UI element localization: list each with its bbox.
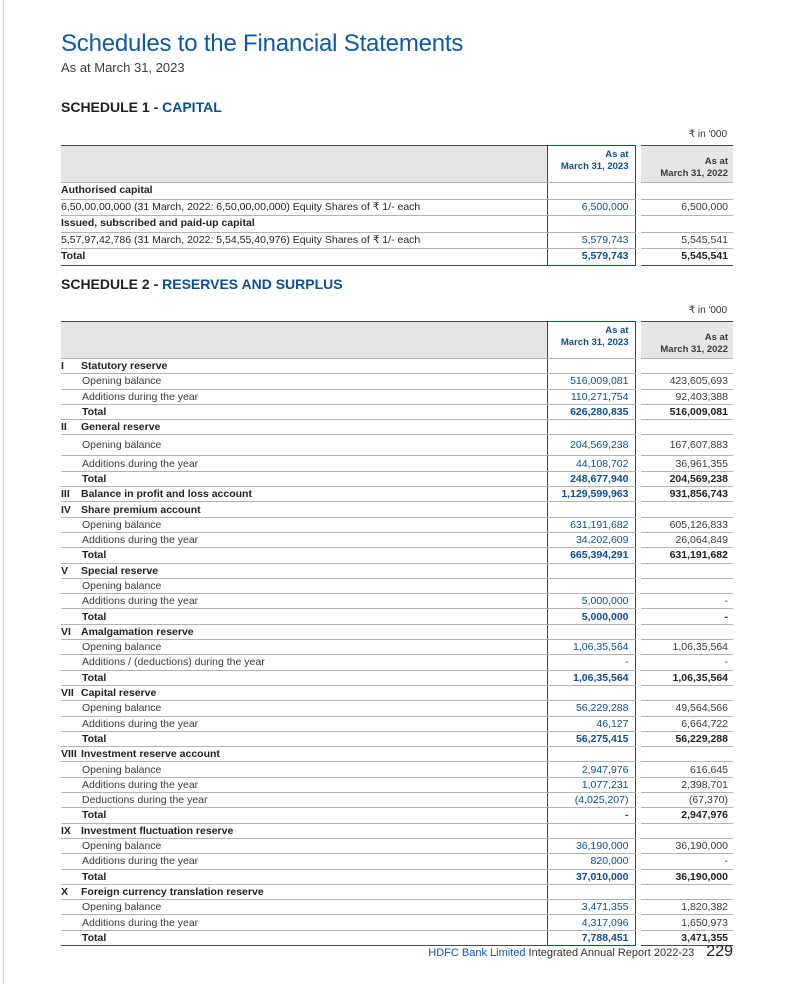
value-previous: 92,403,388 (641, 389, 733, 404)
row-label: Opening balance (61, 701, 547, 716)
value-previous (641, 502, 733, 517)
row-label: Additions / (deductions) during the year (61, 655, 547, 670)
value-current: 626,280,835 (547, 404, 635, 419)
row-label: 6,50,00,00,000 (31 March, 2022: 6,50,00,00,000) Equity Shares of ₹ 1/- each (61, 199, 547, 216)
table-row (61, 838, 733, 853)
value-previous (641, 685, 733, 700)
section-number: VII (61, 687, 74, 700)
row-label: Authorised capital (61, 183, 547, 200)
schedule2-header-label (61, 322, 547, 359)
section-title: Balance in profit and loss account (81, 488, 252, 501)
value-current: 1,06,35,564 (547, 640, 635, 655)
value-current: 2,947,976 (547, 762, 635, 777)
section-title: Investment fluctuation reserve (81, 824, 234, 837)
table-row (61, 884, 733, 899)
value-previous: 36,190,000 (641, 838, 733, 853)
row-label (61, 487, 547, 502)
row-label: Additions during the year (61, 854, 547, 869)
table-row (61, 548, 733, 563)
section-number: IV (61, 503, 71, 516)
row-label: Opening balance (61, 435, 547, 456)
table-row (61, 701, 733, 716)
value-current: 36,190,000 (547, 838, 635, 853)
table-row (61, 915, 733, 930)
value-previous: 204,569,238 (641, 471, 733, 486)
value-current: 820,000 (547, 854, 635, 869)
table-row (61, 420, 733, 435)
value-previous (641, 420, 733, 435)
value-previous: 605,126,833 (641, 517, 733, 532)
page-number: 229 (706, 943, 733, 960)
page-footer (428, 943, 733, 961)
table-row (61, 517, 733, 532)
value-current: 56,275,415 (547, 731, 635, 746)
row-label: Additions during the year (61, 594, 547, 609)
row-label: Opening balance (61, 838, 547, 853)
row-label: Opening balance (61, 900, 547, 915)
section-number: V (61, 564, 69, 577)
row-label: Additions during the year (61, 777, 547, 792)
row-label: Opening balance (61, 517, 547, 532)
value-previous: 49,564,566 (641, 701, 733, 716)
value-previous: - (641, 594, 733, 609)
section-number: IX (61, 824, 71, 837)
value-current: 37,010,000 (547, 869, 635, 884)
value-current: 5,579,743 (547, 232, 635, 249)
section-title: Foreign currency translation reserve (81, 885, 264, 898)
value-current (547, 216, 635, 233)
row-label: 5,57,97,42,786 (31 March, 2022: 5,54,55,40,976) Equity Shares of ₹ 1/- each (61, 232, 547, 249)
value-current (547, 578, 635, 593)
row-label: Total (61, 731, 547, 746)
table-row (61, 216, 733, 233)
value-previous: 36,961,355 (641, 456, 733, 471)
table-row (61, 747, 733, 762)
value-current: 5,579,743 (547, 249, 635, 266)
table-row (61, 716, 733, 731)
value-current: 5,000,000 (547, 594, 635, 609)
table-row (61, 435, 733, 456)
value-previous: - (641, 655, 733, 670)
row-label: Total (61, 471, 547, 486)
table-row (61, 374, 733, 389)
value-previous (641, 183, 733, 200)
schedule2-name: RESERVES AND SURPLUS (162, 276, 343, 292)
value-previous (641, 216, 733, 233)
value-previous: 167,607,883 (641, 435, 733, 456)
table-row (61, 471, 733, 486)
row-label: Additions during the year (61, 532, 547, 547)
row-label (61, 563, 547, 578)
value-previous: 5,545,541 (641, 249, 733, 266)
value-current: 516,009,081 (547, 374, 635, 389)
row-label: Total (61, 670, 547, 685)
table-row (61, 869, 733, 884)
value-previous: 423,605,693 (641, 374, 733, 389)
value-current: 631,191,682 (547, 517, 635, 532)
section-title: Special reserve (81, 564, 159, 577)
row-label (61, 359, 547, 374)
section-number: VIII (61, 748, 77, 761)
section-number: VI (61, 625, 71, 638)
table-row (61, 823, 733, 838)
footer-report-title: Integrated Annual Report 2022-23 (525, 947, 695, 959)
row-label: Total (61, 930, 547, 945)
schedule1-heading (61, 99, 222, 115)
value-current: 248,677,940 (547, 471, 635, 486)
table-row (61, 808, 733, 823)
row-label (61, 685, 547, 700)
value-current: 5,000,000 (547, 609, 635, 624)
value-current: 665,394,291 (547, 548, 635, 563)
row-label: Opening balance (61, 640, 547, 655)
row-label: Additions during the year (61, 456, 547, 471)
table-row (61, 487, 733, 502)
row-label (61, 502, 547, 517)
table-row (61, 532, 733, 547)
table-row (61, 609, 733, 624)
row-label (61, 747, 547, 762)
row-label: Total (61, 869, 547, 884)
value-previous: 631,191,682 (641, 548, 733, 563)
table-row (61, 183, 733, 200)
table-row (61, 456, 733, 471)
page-subtitle: As at March 31, 2023 (61, 60, 185, 75)
value-current (547, 183, 635, 200)
row-label (61, 420, 547, 435)
value-previous: 6,664,722 (641, 716, 733, 731)
page-title: Schedules to the Financial Statements (61, 30, 464, 57)
schedule1-header-row (61, 146, 733, 183)
value-previous: 36,190,000 (641, 869, 733, 884)
schedule1-table (61, 145, 733, 266)
value-previous (641, 359, 733, 374)
value-current (547, 563, 635, 578)
value-current (547, 823, 635, 838)
table-row (61, 249, 733, 266)
schedule1-table-body (61, 146, 733, 266)
schedule2-table-body (61, 322, 733, 946)
schedule1-name: CAPITAL (162, 99, 222, 115)
value-previous: 26,064,849 (641, 532, 733, 547)
schedule2-col-current: As at March 31, 2023 (547, 322, 635, 359)
value-previous: 616,645 (641, 762, 733, 777)
row-label: Additions during the year (61, 915, 547, 930)
table-row (61, 793, 733, 808)
row-label: Total (61, 808, 547, 823)
value-previous: 2,947,976 (641, 808, 733, 823)
section-title: Investment reserve account (81, 748, 220, 761)
value-current: 204,569,238 (547, 435, 635, 456)
value-previous: 1,06,35,564 (641, 640, 733, 655)
section-title: General reserve (81, 421, 161, 434)
schedule1-header-label (61, 146, 547, 183)
value-previous: - (641, 609, 733, 624)
section-title: Share premium account (81, 503, 201, 516)
section-number: I (61, 360, 64, 373)
table-row (61, 389, 733, 404)
schedule2-table (61, 321, 733, 946)
value-current: 56,229,288 (547, 701, 635, 716)
value-previous: 931,856,743 (641, 487, 733, 502)
schedule1-col-current: As at March 31, 2023 (547, 146, 635, 183)
row-label (61, 624, 547, 639)
table-row (61, 777, 733, 792)
table-row (61, 640, 733, 655)
value-current: 1,06,35,564 (547, 670, 635, 685)
value-current: 6,500,000 (547, 199, 635, 216)
value-previous: 6,500,000 (641, 199, 733, 216)
value-current: (4,025,207) (547, 793, 635, 808)
table-row (61, 404, 733, 419)
row-label: Deductions during the year (61, 793, 547, 808)
value-previous: 2,398,701 (641, 777, 733, 792)
value-current: 1,129,599,963 (547, 487, 635, 502)
footer-bank-name: HDFC Bank Limited (428, 947, 526, 959)
value-previous: 516,009,081 (641, 404, 733, 419)
value-previous (641, 884, 733, 899)
row-label: Opening balance (61, 762, 547, 777)
table-row (61, 731, 733, 746)
table-row (61, 502, 733, 517)
value-current: 4,317,096 (547, 915, 635, 930)
row-label: Total (61, 249, 547, 266)
schedule1-prefix: SCHEDULE 1 - (61, 99, 163, 115)
value-current (547, 624, 635, 639)
value-previous: 3,471,355 (641, 930, 733, 945)
value-previous: 1,650,973 (641, 915, 733, 930)
section-number: X (61, 885, 69, 898)
table-row (61, 624, 733, 639)
value-previous (641, 823, 733, 838)
value-current: 7,788,451 (547, 930, 635, 945)
row-label: Total (61, 609, 547, 624)
table-row (61, 199, 733, 216)
value-current: 3,471,355 (547, 900, 635, 915)
schedule1-col-previous: As at March 31, 2022 (641, 146, 733, 183)
value-previous: 5,545,541 (641, 232, 733, 249)
section-number: II (61, 421, 67, 434)
row-label (61, 823, 547, 838)
table-row (61, 762, 733, 777)
row-label: Opening balance (61, 374, 547, 389)
row-label: Opening balance (61, 578, 547, 593)
value-previous (641, 563, 733, 578)
value-previous: 1,820,382 (641, 900, 733, 915)
table-row (61, 685, 733, 700)
row-label (61, 884, 547, 899)
value-current: 1,077,231 (547, 777, 635, 792)
schedule2-col-previous: As at March 31, 2022 (641, 322, 733, 359)
schedule1-units: ₹ in '000 (688, 129, 727, 140)
section-number: III (61, 488, 70, 501)
row-label: Additions during the year (61, 716, 547, 731)
value-previous (641, 624, 733, 639)
value-current (547, 359, 635, 374)
table-row (61, 900, 733, 915)
row-label: Additions during the year (61, 389, 547, 404)
value-current: 110,271,754 (547, 389, 635, 404)
row-label: Total (61, 548, 547, 563)
page-edge-line (3, 0, 4, 984)
table-row (61, 578, 733, 593)
table-row (61, 359, 733, 374)
row-label: Issued, subscribed and paid-up capital (61, 216, 547, 233)
row-label: Total (61, 404, 547, 419)
section-title: Statutory reserve (81, 360, 168, 373)
value-current: 44,108,702 (547, 456, 635, 471)
schedule2-header-row (61, 322, 733, 359)
value-current (547, 884, 635, 899)
value-current: - (547, 655, 635, 670)
schedule2-heading (61, 276, 343, 292)
table-row (61, 670, 733, 685)
schedule2-units: ₹ in '000 (688, 305, 727, 316)
value-current (547, 420, 635, 435)
table-row (61, 563, 733, 578)
value-previous (641, 747, 733, 762)
value-current (547, 502, 635, 517)
value-previous: 1,06,35,564 (641, 670, 733, 685)
value-current: 46,127 (547, 716, 635, 731)
table-row (61, 655, 733, 670)
section-title: Capital reserve (81, 687, 157, 700)
value-previous: - (641, 854, 733, 869)
value-previous (641, 578, 733, 593)
value-current (547, 685, 635, 700)
value-current (547, 747, 635, 762)
schedule2-prefix: SCHEDULE 2 - (61, 276, 163, 292)
table-row (61, 854, 733, 869)
table-row (61, 594, 733, 609)
value-previous: 56,229,288 (641, 731, 733, 746)
table-row (61, 232, 733, 249)
value-previous: (67,370) (641, 793, 733, 808)
value-current: 34,202,609 (547, 532, 635, 547)
section-title: Amalgamation reserve (81, 625, 194, 638)
value-current: - (547, 808, 635, 823)
